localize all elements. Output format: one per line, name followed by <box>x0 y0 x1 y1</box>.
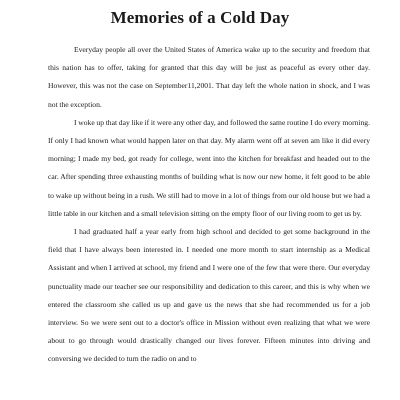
paragraph-1: Everyday people all over the United States of America wake up to the security and freedom that this nation has to offer, taking for granted that this day will be just as peaceful as every other day. However, this was not the case on September11,2001. That day left the whole nation in shock, and I was not the exception. <box>48 45 370 109</box>
paragraph-3: I had graduated half a year early from high school and decided to get some background in the field that I have always been interested in. I needed one more month to start internship as a Medical Assistant and when I arrived at school, my friend and I were one of the few that were there. Our everyday punctuality made our teacher see our responsibility and dedication to this career, and this is why when we entered the classroom she called us up and gave us the news that she had recommended us for a job interview. So we were sent out to a doctor's office in Mission without even realizing that what we were about to go through would drastically changed our lives forever. Fifteen minutes into driving and conversing we decided to turn the radio on and to <box>48 227 370 364</box>
document-title: Memories of a Cold Day <box>110 8 290 27</box>
document-body <box>48 41 370 369</box>
paragraph-2: I woke up that day like if it were any other day, and followed the same routine I do every morning. If only I had known what would happen later on that day. My alarm went off at seven am like it did every morning; I made my bed, got ready for college, went into the kitchen for breakfast and headed out to the car. After spending three exhausting months of building what is now our new home, it felt good to be able to wake up without being in a rush. We still had to move in a lot of things from our old house but we had a little table in our kitchen and a small television sitting on the empty floor of our living room to get us by. <box>48 117 370 218</box>
